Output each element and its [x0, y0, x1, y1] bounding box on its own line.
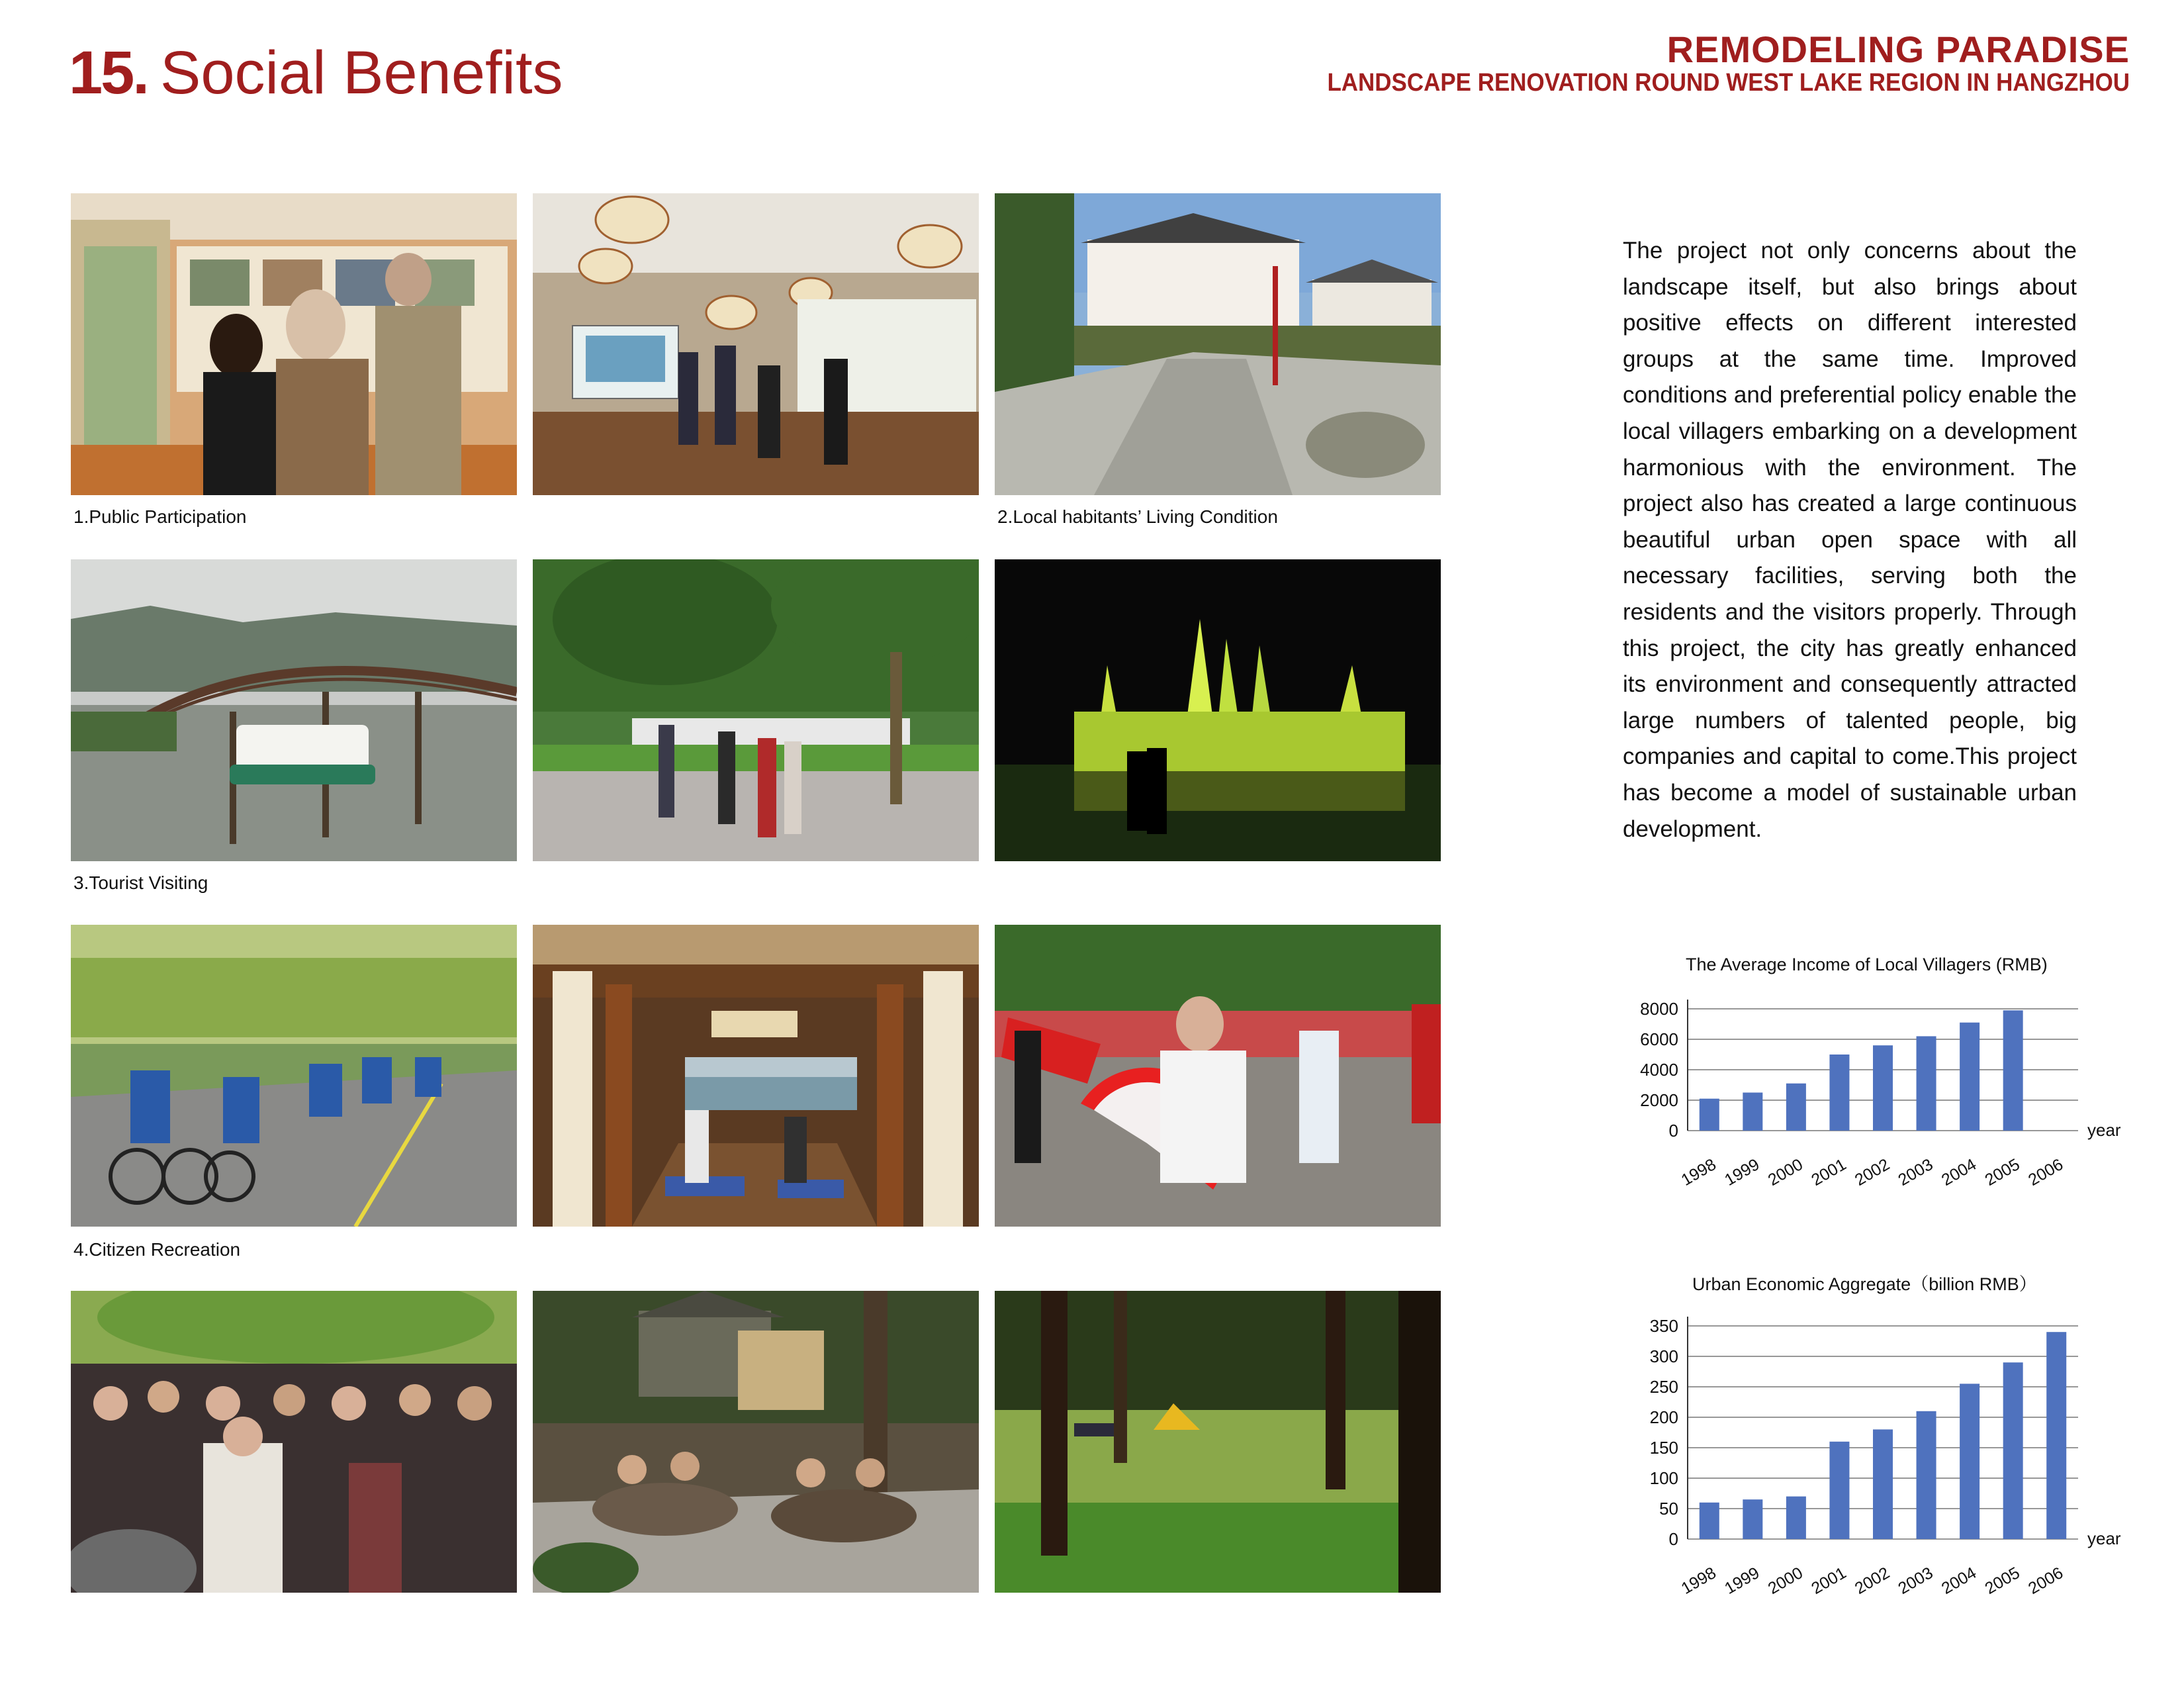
- bar-1999: [1743, 1093, 1762, 1131]
- y-tick-label: 350: [1649, 1316, 1678, 1336]
- photo-village-house: [995, 193, 1441, 495]
- bar-2001: [1829, 1055, 1849, 1131]
- income-bar-chart: [1615, 980, 2131, 1192]
- bar-2003: [1917, 1036, 1936, 1131]
- bar-1999: [1743, 1499, 1762, 1539]
- caption-citizen-recreation: 4.Citizen Recreation: [73, 1239, 241, 1260]
- bar-1998: [1700, 1503, 1719, 1539]
- caption-public-participation: 1.Public Participation: [73, 506, 247, 527]
- y-tick-label: 4000: [1640, 1060, 1678, 1080]
- photo-lakeside-promenade: [533, 559, 979, 861]
- income-chart-title: The Average Income of Local Villagers (RMB): [1686, 955, 2048, 974]
- x-tick-label: 2004: [1938, 1154, 1980, 1190]
- x-tick-label: 2001: [1808, 1563, 1850, 1599]
- y-tick-label: 8000: [1640, 999, 1678, 1019]
- y-tick-label: 200: [1649, 1407, 1678, 1427]
- y-tick-label: 0: [1668, 1121, 1678, 1141]
- photo-cyclists: [71, 925, 517, 1227]
- bar-2005: [2003, 1010, 2023, 1131]
- x-tick-label: 2005: [1981, 1563, 2023, 1599]
- photo-night-fountain: [995, 559, 1441, 861]
- photo-tea-garden: [533, 1291, 979, 1593]
- y-tick-label: 50: [1659, 1499, 1678, 1519]
- x-tick-label: 2006: [2025, 1563, 2067, 1599]
- photo-exhibition-visitors: [71, 193, 517, 495]
- y-tick-label: 0: [1668, 1529, 1678, 1549]
- section-number: 15.: [69, 39, 148, 107]
- y-tick-label: 250: [1649, 1377, 1678, 1397]
- page-title: Social Benefits: [160, 39, 563, 107]
- x-tick-label: 1999: [1721, 1154, 1763, 1190]
- x-tick-label: 2000: [1764, 1563, 1806, 1599]
- bar-2004: [1960, 1383, 1979, 1539]
- y-tick-label: 300: [1649, 1346, 1678, 1366]
- bar-2006: [2046, 1332, 2066, 1539]
- caption-living-condition: 2.Local habitants’ Living Condition: [997, 506, 1278, 527]
- economy-chart-title: Urban Economic Aggregate（billion RMB）: [1692, 1274, 2037, 1294]
- brand-title: REMODELING PARADISE: [1666, 28, 2130, 70]
- bar-2005: [2003, 1362, 2023, 1539]
- bar-2001: [1829, 1442, 1849, 1539]
- x-tick-label: 2003: [1895, 1154, 1936, 1190]
- y-tick-label: 100: [1649, 1468, 1678, 1488]
- x-tick-label: 2004: [1938, 1563, 1980, 1599]
- bar-2000: [1786, 1084, 1806, 1131]
- x-tick-label: 2000: [1764, 1154, 1806, 1190]
- photo-lake-bridge-boat: [71, 559, 517, 861]
- x-tick-label: 1999: [1721, 1563, 1763, 1599]
- x-axis-label: year: [2087, 1528, 2121, 1548]
- x-tick-label: 1998: [1678, 1563, 1719, 1599]
- economy-bar-chart: [1615, 1294, 2131, 1605]
- photo-forest-picnic: [995, 1291, 1441, 1593]
- x-tick-label: 2005: [1981, 1154, 2023, 1190]
- bar-2003: [1917, 1411, 1936, 1539]
- x-tick-label: 2001: [1808, 1154, 1850, 1190]
- x-tick-label: 2002: [1851, 1154, 1893, 1190]
- bar-2002: [1873, 1045, 1893, 1131]
- brand-subtitle: LANDSCAPE RENOVATION ROUND WEST LAKE REGION IN HANGZHOU: [1327, 69, 2130, 97]
- photo-crowd-performance: [71, 1291, 517, 1593]
- x-tick-label: 2006: [2025, 1154, 2067, 1190]
- bar-2000: [1786, 1497, 1806, 1539]
- photo-fan-dance: [995, 925, 1441, 1227]
- bar-1998: [1700, 1099, 1719, 1131]
- y-tick-label: 150: [1649, 1438, 1678, 1458]
- y-tick-label: 2000: [1640, 1090, 1678, 1110]
- x-tick-label: 1998: [1678, 1154, 1719, 1190]
- photo-exhibition-hall: [533, 193, 979, 495]
- y-tick-label: 6000: [1640, 1029, 1678, 1049]
- caption-tourist-visiting: 3.Tourist Visiting: [73, 872, 208, 893]
- x-tick-label: 2002: [1851, 1563, 1893, 1599]
- description-text: The project not only concerns about the landscape itself, but also brings about positive effects on different interested groups at the same time. Improved conditions and preferential policy enable the local villagers embarking on a development harmonious with the environment. The project also has created a large continuous beautiful urban open space with all necessary facilities, serving both the residents and the visitors properly. Through this project, the city has greatly enhanced its environment and consequently attracted large numbers of talented people, big companies and capital to come.This project has become a model of sustainable urban development.: [1623, 238, 2077, 842]
- photo-pavilion-taichi: [533, 925, 979, 1227]
- x-tick-label: 2003: [1895, 1563, 1936, 1599]
- bar-2002: [1873, 1429, 1893, 1539]
- x-axis-label: year: [2087, 1120, 2121, 1140]
- bar-2004: [1960, 1023, 1979, 1131]
